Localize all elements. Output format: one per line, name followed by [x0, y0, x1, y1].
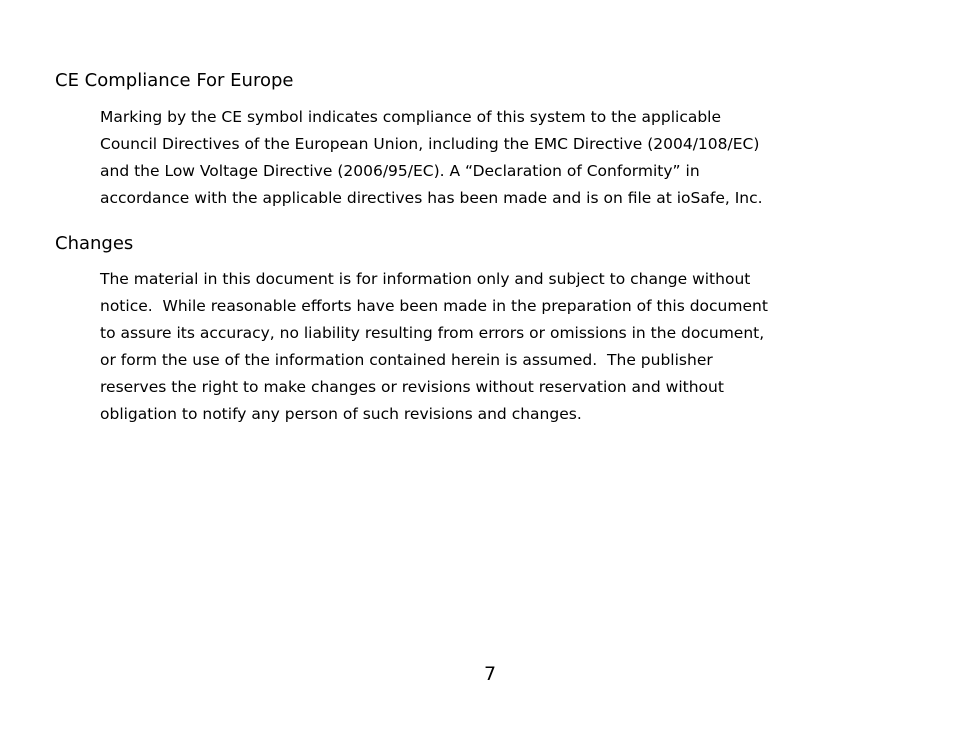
changes-heading: Changes: [55, 233, 134, 254]
page-number: 7: [483, 663, 497, 685]
paragraph-line: accordance with the applicable directives has been made and is on file at ioSafe, Inc.: [100, 189, 763, 207]
paragraph-line: and the Low Voltage Directive (2006/95/EC). A “Declaration of Conformity” in: [100, 162, 700, 180]
ce-compliance-heading: CE Compliance For Europe: [55, 70, 294, 91]
paragraph-line: obligation to notify any person of such revisions and changes.: [100, 405, 582, 423]
paragraph-line: Council Directives of the European Union, including the EMC Directive (2004/108/EC): [100, 135, 760, 153]
paragraph-line: or form the use of the information contained herein is assumed. The publisher: [100, 351, 713, 369]
paragraph-line: Marking by the CE symbol indicates compliance of this system to the applicable: [100, 108, 722, 126]
paragraph-line: reserves the right to make changes or revisions without reservation and without: [100, 378, 724, 396]
paragraph-line: The material in this document is for information only and subject to change without: [100, 270, 751, 288]
paragraph-line: notice. While reasonable efforts have been made in the preparation of this document: [100, 297, 768, 315]
changes-body: [100, 266, 860, 428]
paragraph-line: to assure its accuracy, no liability resulting from errors or omissions in the document,: [100, 324, 765, 342]
ce-compliance-body: [100, 104, 860, 212]
